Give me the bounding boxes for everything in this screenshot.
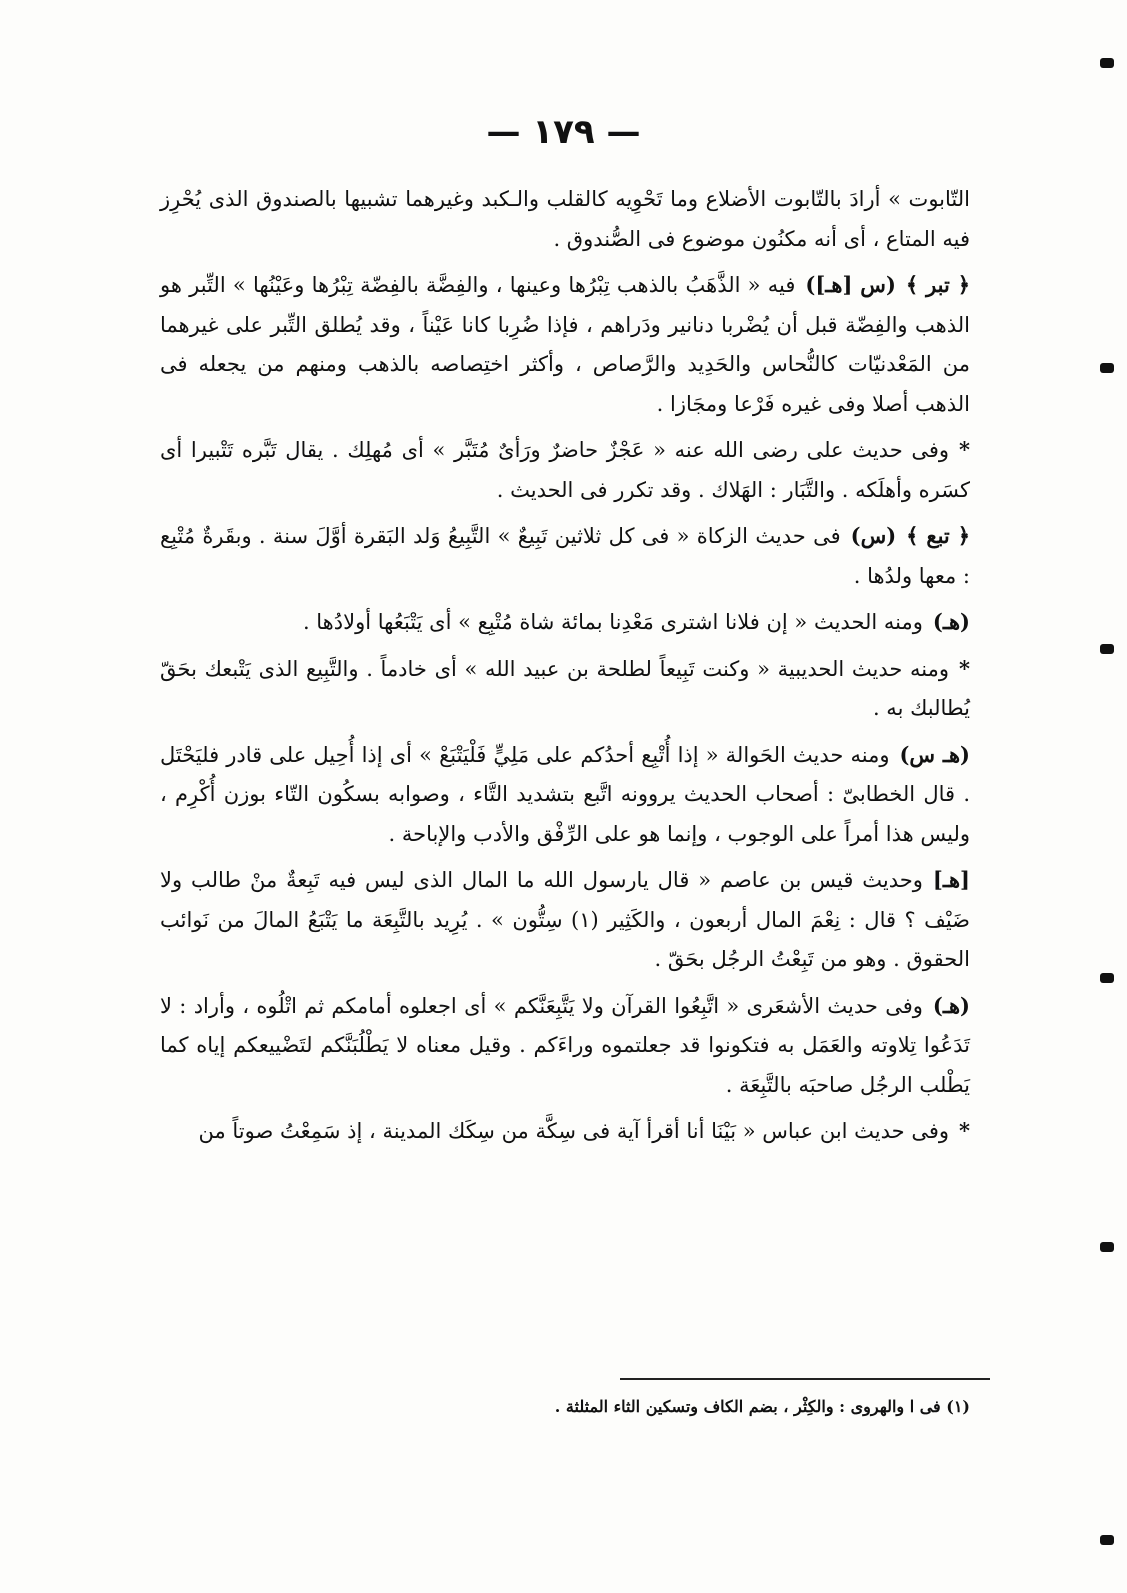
entry-text: فيه « الذَّهَبُ بالذهب تِبْرُها وعينها ، والفِضَّة بالفِضّة تِبْرُها وعَيْنُها » التِّبر هو الذهب والفِضّة قبل أن يُضْربا دنانير ودَراهم ، فإذا ضُرِبا كانا عَيْناً ، وقد يُطلق التِّبر على غيرهما من المَعْدنيّات كالنُّحاس والحَدِيد والرَّصاص ، وأكثر اختِصاصه بالذهب ومنهم من يجعله فى الذهب أصلا وفى غيره فَرْعا ومجَازا . <box>160 273 970 416</box>
margin-mark <box>1100 1535 1114 1545</box>
footnote: (١) فى ا والهروى : والكِثْر ، بضم الكاف وتسكين الثاء المثلثة . <box>554 1397 970 1416</box>
source-code: (هـ س) <box>899 741 970 767</box>
entry-text: التّابوت » أرادَ بالتّابوت الأضلاع وما تَحْوِيه كالقلب والـكبد وغيرهما تشبيها بالصندوق الذى يُحْرِز فيه المتاع ، أى أنه مكنُون موضوع فى الصُّندوق . <box>160 187 970 251</box>
source-code: (س [هـ]) <box>805 272 896 297</box>
entry-continuation <box>160 180 970 259</box>
dictionary-text <box>160 180 970 1158</box>
page-number: — ١٧٩ — <box>486 112 641 152</box>
entry-text: ومنه الحديث « إن فلانا اشترى مَعْدِنا بمائة شاة مُتْبِع » أى يَتْبَعُها أولادُها . <box>302 610 923 634</box>
entry-tibr-hadith-ali <box>160 430 970 510</box>
footnote-divider <box>620 1378 990 1380</box>
source-code: * <box>959 437 970 462</box>
margin-mark <box>1100 58 1114 68</box>
headword: ﴿ تبع ﴾ <box>906 523 971 548</box>
margin-mark <box>1100 644 1114 654</box>
entry-text: وفى حديث على رضى الله عنه « عَجْزٌ حاضرٌ ورَأىٌ مُتَبَّر » أى مُهلِك . يقال تَبَّره تَتْبيرا أى كسَره وأهلَكه . والتَّبَار : الهَلاك . وقد تكرر فى الحديث . <box>160 438 970 502</box>
entry-tibr <box>160 265 970 424</box>
entry-text: ومنه حديث الحَوالة « إذا أُتْبِع أحدُكم على مَلِيٍّ فَلْيَتْبَعْ » أى إذا أُحِيل على قادر فليَحْتَل . قال الخطابىّ : أصحاب الحديث يروونه اتَّبع بتشديد التَّاء ، وصوابه بسكُون التّاء بوزن أُكْرِم ، وليس هذا أمراً على الوجوب ، وإنما هو على الرِّفْق والأدب والإباحة . <box>160 742 970 846</box>
source-code: * <box>959 655 970 681</box>
entry-text: فى حديث الزكاة « فى كل ثلاثين تَبِيعٌ » التَّبِيعُ وَلد البَقرة أوَّلَ سنة . وبقَرةٌ مُتْبِع : معها ولدُها . <box>160 524 970 588</box>
margin-mark <box>1100 363 1114 373</box>
entry-tabi-ibn-abbas <box>160 1111 970 1152</box>
source-code: (هـ) <box>932 609 970 634</box>
entry-tabi-qays <box>160 860 970 980</box>
margin-mark <box>1100 973 1114 983</box>
entry-text: وحديث قيس بن عاصم « قال يارسول الله ما المال الذى ليس فيه تَبِعةٌ منْ طالب ولا ضَيْف ؟ قال : نِعْمَ المال أربعون ، والكَثِير (١) سِتُّون » . يُرِيد بالتَّبِعَة ما يَتْبَعُ المالَ من نَوائب الحقوق . وهو من تَبِعْتُ الرجُل بحَقّ . <box>160 868 971 971</box>
entry-text: وفى حديث الأشعَرى « اتَّبِعُوا القرآن ولا يَتَّبِعَنَّكم » أى اجعلوه أمامكم ثم اتْلُوه ، وأراد : لا تَدَعُوا تِلاوته والعَمَل به فتكونوا قد جعلتموه وراءَكم . وقيل معناه لا يَطْلُبَنَّكم لتَضْييعكم إياه كما يَطْلب الرجُل صاحبَه بالتَّبِعَة . <box>160 993 970 1097</box>
entry-text: ومنه حديث الحديبية « وكنت تَبِيعاً لطلحة بن عبيد الله » أى خادماً . والتَّبِيع الذى يَتْبعك بحَقّ يُطالبك به . <box>160 656 970 720</box>
entry-tabi-hudaybiya <box>160 649 970 729</box>
headword: ﴿ تبر ﴾ <box>905 272 971 297</box>
entry-text: وفى حديث ابن عباس « بَيْنَا أنا أقرأ آية فى سِكَّة من سِكَك المدينة ، إذ سَمِعْتُ صوتاً من <box>198 1119 950 1143</box>
source-code: * <box>959 1118 970 1143</box>
margin-mark <box>1100 1242 1114 1252</box>
source-code: (س) <box>850 523 897 548</box>
entry-tabi-mudin <box>160 602 970 643</box>
entry-tabi-ashari <box>160 986 970 1106</box>
entry-tabi <box>160 516 970 596</box>
source-code: (هـ) <box>932 992 970 1018</box>
source-code: [هـ] <box>932 867 970 892</box>
entry-tabi-hawala <box>160 735 970 855</box>
